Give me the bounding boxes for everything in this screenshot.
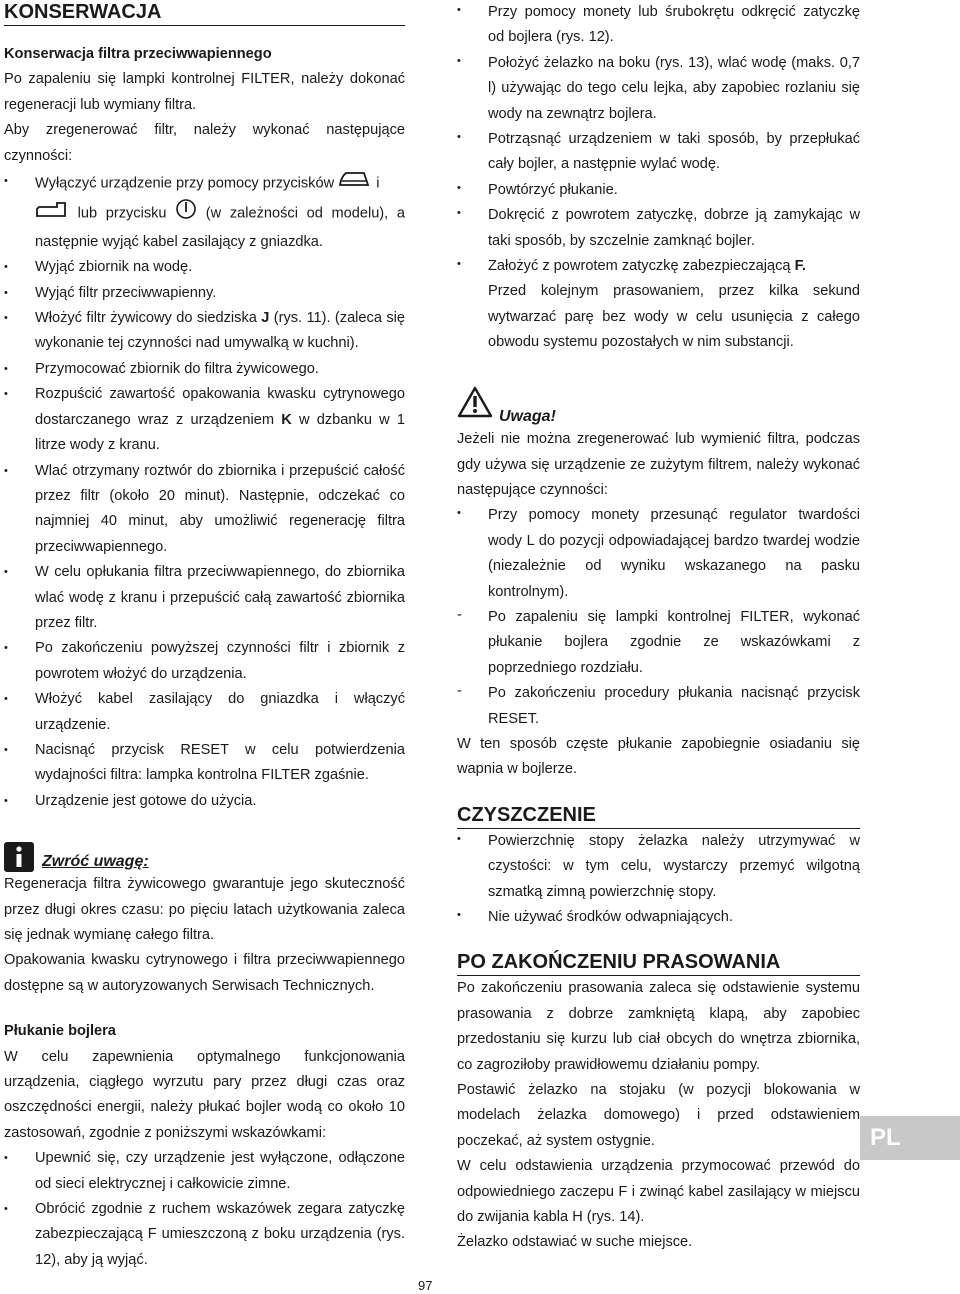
language-badge: PL [860,1116,960,1160]
after-text-2: Postawić żelazko na stojaku (w pozycji blokowania w modelach żelazka domowego) i przed odstawieniem poczekać, aż system ostygnie. [457,1082,860,1149]
list-item: • Włożyć filtr żywicowy do siedziska J (rys. 11). (zaleca się wykonanie tej czynności nad umywalką w kuchni). [4,306,405,357]
list-item: • Wlać otrzymany roztwór do zbiornika i przepuścić całość przez filtr (około 20 minut). Następnie, odczekać co najmniej 40 minut, aby umożliwić regenerację filtra przeciwwapiennego. [4,459,405,561]
warning-intro: Jeżeli nie można zregenerować lub wymienić filtra, podczas gdy używa się urządzenie ze zużytym filtrem, należy wykonać następujące czynności: [457,431,860,498]
list-item: • Wyjąć zbiornik na wodę. [4,255,405,280]
list-item: • Włożyć kabel zasilający do gniazdka i włączyć urządzenie. [4,687,405,738]
section-title-po-zakonczeniu: PO ZAKOŃCZENIU PRASOWANIA [457,950,860,976]
note-label: Zwróć uwagę: [42,853,149,871]
list-item: • Wyłączyć urządzenie przy pomocy przycisków i lub przycisku (w zależności od modelu), a następnie wyjąć kabel zasilający z gniazdka. [4,169,405,255]
steam-generator-icon [35,199,69,228]
list-item: • Urządzenie jest gotowe do użycia. [4,789,405,814]
list-item: • Założyć z powrotem zatyczkę zabezpieczającą F. Przed kolejnym prasowaniem, przez kilka sekund wytwarzać parę bez wody w celu usunięcia z całego obwodu systemu pozostałych w nim substancji. [457,254,860,356]
left-column [4,0,405,1273]
after-text-3: W celu odstawienia urządzenia przymocować przewód do odpowiedniego zaczepu F i zwinąć kabel zasilający w miejscu do zwijania kabla H (rys. 14). [457,1158,860,1226]
power-button-icon [175,198,197,229]
cleaning-list [457,829,860,931]
list-item: - Po zakończeniu procedury płukania nacisnąć przycisk RESET. [457,681,860,732]
filter-steps-list [4,169,405,814]
warning-outro: W ten sposób częste płukanie zapobiegnie osiadaniu się wapnia w bojlerze. [457,735,860,778]
list-item: • Nie używać środków odwapniających. [457,905,860,930]
iron-icon [338,169,372,198]
list-item: • Potrząsnąć urządzeniem w taki sposób, by przepłukać cały bojler, a następnie wylać wodę. [457,127,860,178]
after-text-4: Żelazko odstawiać w suche miejsce. [457,1234,693,1251]
filter-intro-2: Aby zregenerować filtr, należy wykonać następujące czynności: [4,122,405,164]
list-item: • Po zakończeniu powyższej czynności filtr i zbiornik z powrotem włożyć do urządzenia. [4,636,405,687]
note-text-2: Opakowania kwasku cytrynowego i filtra przeciwwapiennego dostępne są w autoryzowanych Serwisach Technicznych. [4,952,405,994]
list-item: • Powtórzyć płukanie. [457,178,860,203]
boiler-steps-list [4,1146,405,1273]
info-icon [4,842,34,872]
list-item: • Upewnić się, czy urządzenie jest wyłączone, odłączone od sieci elektrycznej i całkowicie zimne. [4,1146,405,1197]
warning-header [457,386,860,427]
after-text-1: Po zakończeniu prasowania zaleca się odstawienie systemu prasowania z dobrze zamkniętą klapą, aby zapobiec przedostaniu się kurzu lub ciał obcych do wnętrza zbiornika, co zagroziłoby prawidłowemu działaniu pompy. [457,980,860,1073]
warning-steps-list [457,503,860,732]
list-item: • Przy pomocy monety lub śrubokrętu odkręcić zatyczkę od bojlera (rys. 12). [457,0,860,51]
warning-triangle-icon [457,386,493,427]
list-item: • Nacisnąć przycisk RESET w celu potwierdzenia wydajności filtra: lampka kontrolna FILTER zgaśnie. [4,738,405,789]
note-text-1: Regeneracja filtra żywicowego gwarantuje jego skuteczność przez długi okres czasu: po pięciu latach użytkowania zaleca się jednak wymianę całego filtra. [4,876,405,943]
page-number: 97 [418,1278,433,1293]
filter-intro-1: Po zapaleniu się lampki kontrolnej FILTER, należy dokonać regeneracji lub wymiany filtra. [4,71,405,113]
list-item: • Przymocować zbiornik do filtra żywicowego. [4,357,405,382]
note-header [4,842,405,872]
list-item: • Przy pomocy monety przesunąć regulator twardości wody L do pozycji odpowiadającej bardzo twardej wodzie (niezależnie od wyniku wskazanego na pasku kontrolnym). [457,503,860,605]
section-title-konserwacja: KONSERWACJA [4,0,405,26]
list-item: • Powierzchnię stopy żelazka należy utrzymywać w czystości: w tym celu, wystarczy przemyć wilgotną szmatką zimną powierzchnię stopy. [457,829,860,905]
list-item: • Rozpuścić zawartość opakowania kwasku cytrynowego dostarczanego wraz z urządzeniem K w dzbanku w 1 litrze wody z kranu. [4,382,405,458]
boiler-steps-continued [457,0,860,356]
list-item: • Położyć żelazko na boku (rys. 13), wlać wodę (maks. 0,7 l) używając do tego celu lejka, aby zapobiec rozlaniu się wody na zewnątrz bojlera. [457,51,860,127]
list-item: • Obrócić zgodnie z ruchem wskazówek zegara zatyczkę zabezpieczającą F umieszczoną z boku urządzenia (rys. 12), aby ją wyjąć. [4,1197,405,1273]
list-item: • Wyjąć filtr przeciwwapienny. [4,281,405,306]
section-title-czyszczenie: CZYSZCZENIE [457,803,860,829]
warning-label: Uwaga! [499,408,556,426]
filter-heading: Konserwacja filtra przeciwwapiennego [4,46,272,62]
list-item: - Po zapaleniu się lampki kontrolnej FILTER, wykonać płukanie bojlera zgodnie ze wskazówkami z poprzedniego rozdziału. [457,605,860,681]
list-item: • Dokręcić z powrotem zatyczkę, dobrze ją zamykając w taki sposób, by szczelnie zamknąć bojler. [457,203,860,254]
boiler-heading: Płukanie bojlera [4,1023,116,1040]
right-column [457,0,860,1256]
list-item: • W celu opłukania filtra przeciwwapiennego, do zbiornika wlać wodę z kranu i przepuścić całą zawartość zbiornika przez filtr. [4,560,405,636]
boiler-intro: W celu zapewnienia optymalnego funkcjonowania urządzenia, ciągłego wyrzutu pary przez długi czas oraz oszczędności energii, należy płukać bojler wodą co około 10 zastosowań, zgodnie z poniższymi wskazówkami: [4,1048,405,1141]
